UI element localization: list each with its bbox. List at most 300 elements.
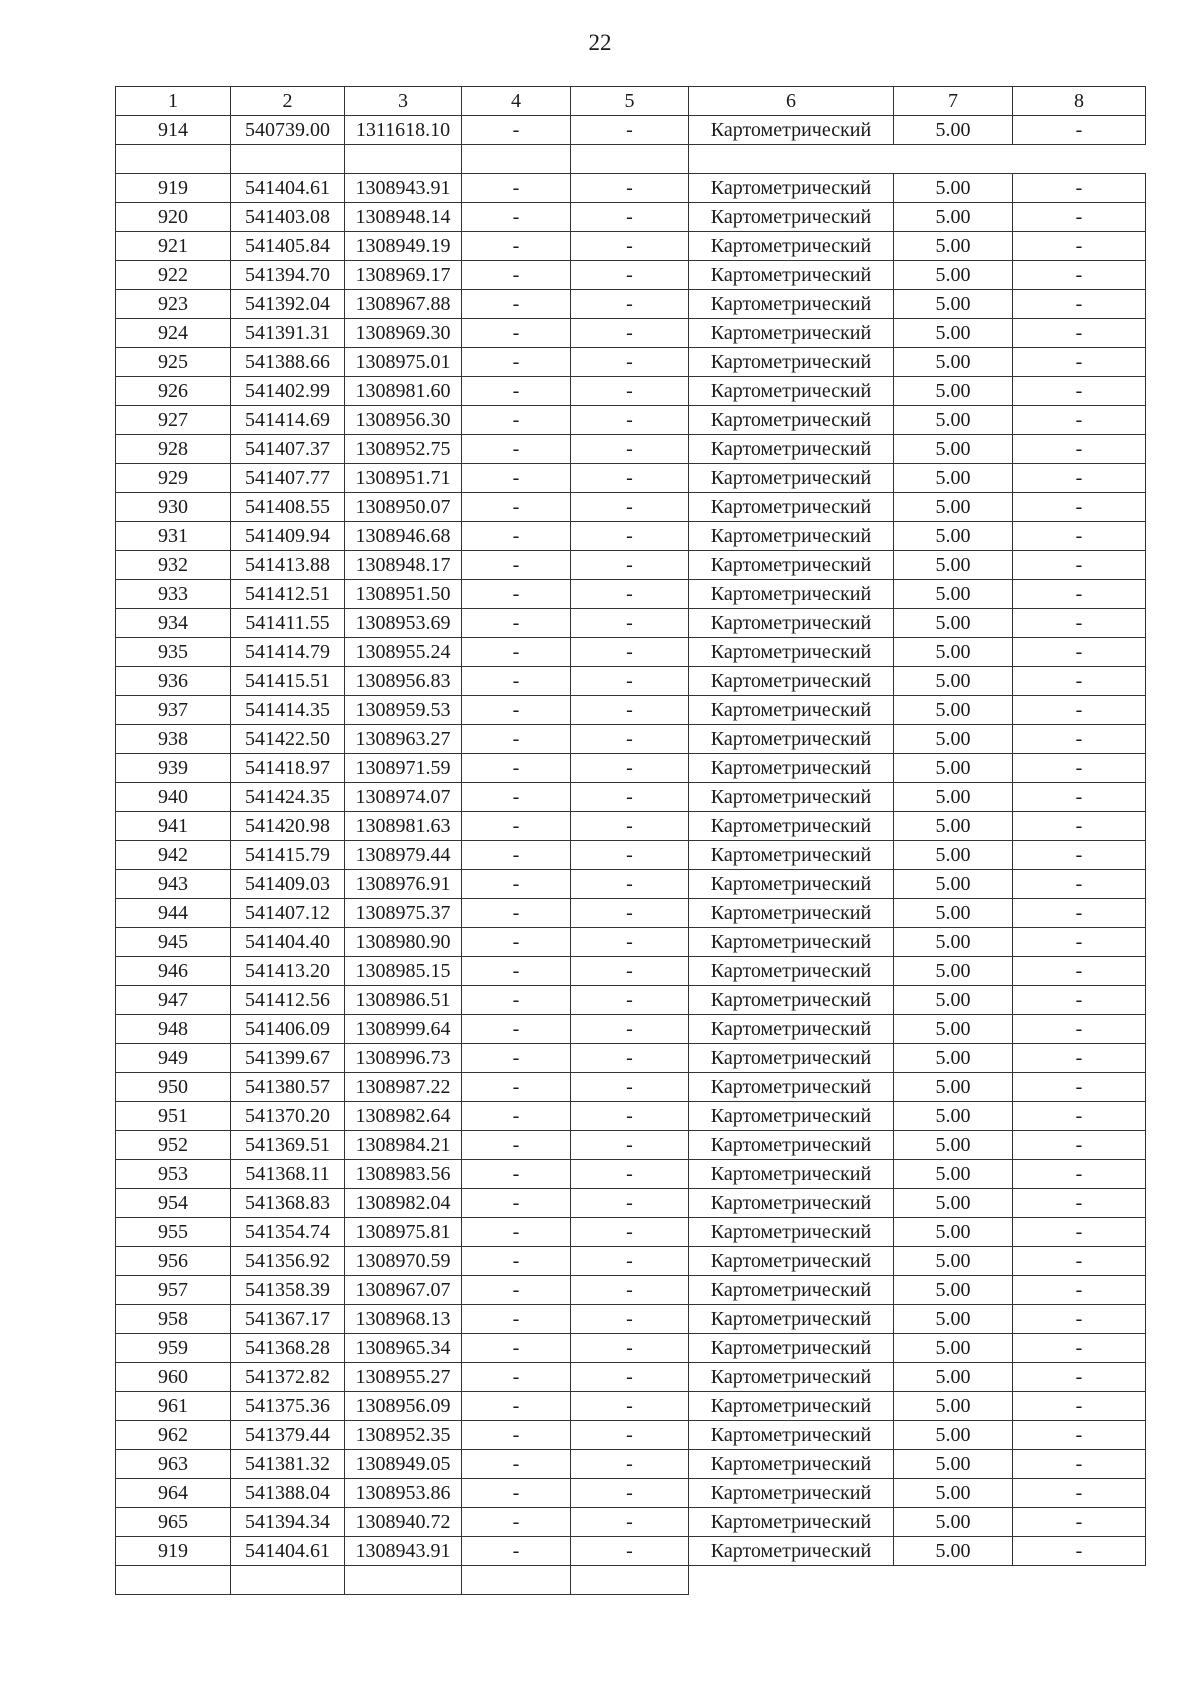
table-row — [115, 782, 1145, 812]
method-cell: Картометрический — [688, 1478, 894, 1508]
table-row — [115, 579, 1145, 609]
column-4-cell: - — [461, 811, 571, 841]
y-coordinate-cell: 1308967.88 — [344, 289, 462, 319]
point-number-cell: 954 — [115, 1188, 231, 1218]
y-coordinate-cell: 1308996.73 — [344, 1043, 462, 1073]
column-4-cell: - — [461, 1391, 571, 1421]
method-cell: Картометрический — [688, 956, 894, 986]
method-cell: Картометрический — [688, 1130, 894, 1160]
x-coordinate-cell: 541380.57 — [230, 1072, 345, 1102]
accuracy-cell: 5.00 — [893, 1014, 1013, 1044]
method-cell: Картометрический — [688, 1536, 894, 1566]
column-5-cell: - — [570, 1188, 689, 1218]
column-4-cell: - — [461, 405, 571, 435]
method-cell: Картометрический — [688, 666, 894, 696]
point-number-cell: 920 — [115, 202, 231, 232]
column-5-cell: - — [570, 1391, 689, 1421]
column-5-cell: - — [570, 579, 689, 609]
x-coordinate-cell: 541414.79 — [230, 637, 345, 667]
table-row — [115, 1072, 1145, 1102]
accuracy-cell: 5.00 — [893, 956, 1013, 986]
table-row — [115, 840, 1145, 870]
column-5-cell: - — [570, 1246, 689, 1276]
accuracy-cell: 5.00 — [893, 1362, 1013, 1392]
x-coordinate-cell: 541392.04 — [230, 289, 345, 319]
accuracy-cell: 5.00 — [893, 289, 1013, 319]
accuracy-cell: 5.00 — [893, 1072, 1013, 1102]
x-coordinate-cell: 541418.97 — [230, 753, 345, 783]
column-8-cell: - — [1012, 695, 1146, 725]
y-coordinate-cell: 1308967.07 — [344, 1275, 462, 1305]
column-5-cell: - — [570, 898, 689, 928]
column-8-cell: - — [1012, 898, 1146, 928]
point-number-cell: 942 — [115, 840, 231, 870]
column-4-cell: - — [461, 753, 571, 783]
column-4-cell: - — [461, 347, 571, 377]
y-coordinate-cell: 1308952.75 — [344, 434, 462, 464]
method-cell: Картометрический — [688, 1014, 894, 1044]
y-coordinate-cell: 1308981.60 — [344, 376, 462, 406]
column-4-cell: - — [461, 463, 571, 493]
accuracy-cell: 5.00 — [893, 753, 1013, 783]
table-row — [115, 898, 1145, 928]
x-coordinate-cell: 540739.00 — [230, 115, 345, 145]
empty-trailing-row — [115, 1565, 688, 1595]
column-5-cell: - — [570, 724, 689, 754]
method-cell: Картометрический — [688, 318, 894, 348]
column-5-cell: - — [570, 1217, 689, 1247]
x-coordinate-cell: 541358.39 — [230, 1275, 345, 1305]
column-5-cell: - — [570, 753, 689, 783]
accuracy-cell: 5.00 — [893, 1101, 1013, 1131]
accuracy-cell: 5.00 — [893, 608, 1013, 638]
column-5-cell: - — [570, 1072, 689, 1102]
table-row — [115, 724, 1145, 754]
column-8-cell: - — [1012, 115, 1146, 145]
point-number-cell: 927 — [115, 405, 231, 435]
method-cell: Картометрический — [688, 550, 894, 580]
table-row — [115, 1362, 1145, 1392]
accuracy-cell: 5.00 — [893, 492, 1013, 522]
empty-cell — [344, 144, 462, 174]
accuracy-cell: 5.00 — [893, 1536, 1013, 1566]
accuracy-cell: 5.00 — [893, 811, 1013, 841]
accuracy-cell: 5.00 — [893, 695, 1013, 725]
method-cell: Картометрический — [688, 202, 894, 232]
column-4-cell: - — [461, 202, 571, 232]
table-row — [115, 608, 1145, 638]
column-5-cell: - — [570, 637, 689, 667]
point-number-cell: 932 — [115, 550, 231, 580]
column-5-cell: - — [570, 1362, 689, 1392]
method-cell: Картометрический — [688, 869, 894, 899]
point-number-cell: 933 — [115, 579, 231, 609]
accuracy-cell: 5.00 — [893, 898, 1013, 928]
point-number-cell: 914 — [115, 115, 231, 145]
header-cell: 7 — [893, 86, 1013, 116]
method-cell: Картометрический — [688, 1217, 894, 1247]
method-cell: Картометрический — [688, 1449, 894, 1479]
header-cell: 6 — [688, 86, 894, 116]
y-coordinate-cell: 1308987.22 — [344, 1072, 462, 1102]
column-8-cell: - — [1012, 1420, 1146, 1450]
method-cell: Картометрический — [688, 1101, 894, 1131]
header-cell: 4 — [461, 86, 571, 116]
column-8-cell: - — [1012, 289, 1146, 319]
point-number-cell: 951 — [115, 1101, 231, 1131]
method-cell: Картометрический — [688, 898, 894, 928]
column-5-cell: - — [570, 550, 689, 580]
column-5-cell: - — [570, 811, 689, 841]
y-coordinate-cell: 1308956.83 — [344, 666, 462, 696]
column-8-cell: - — [1012, 1159, 1146, 1189]
accuracy-cell: 5.00 — [893, 1420, 1013, 1450]
method-cell: Картометрический — [688, 115, 894, 145]
column-5-cell: - — [570, 1449, 689, 1479]
accuracy-cell: 5.00 — [893, 347, 1013, 377]
x-coordinate-cell: 541375.36 — [230, 1391, 345, 1421]
table-row — [115, 1159, 1145, 1189]
y-coordinate-cell: 1308986.51 — [344, 985, 462, 1015]
column-8-cell: - — [1012, 347, 1146, 377]
column-8-cell: - — [1012, 1246, 1146, 1276]
method-cell: Картометрический — [688, 695, 894, 725]
point-number-cell: 924 — [115, 318, 231, 348]
point-number-cell: 922 — [115, 260, 231, 290]
column-8-cell: - — [1012, 927, 1146, 957]
column-4-cell: - — [461, 1507, 571, 1537]
accuracy-cell: 5.00 — [893, 434, 1013, 464]
table-row — [115, 173, 1145, 203]
x-coordinate-cell: 541409.94 — [230, 521, 345, 551]
point-number-cell: 925 — [115, 347, 231, 377]
method-cell: Картометрический — [688, 579, 894, 609]
table-row — [115, 637, 1145, 667]
column-8-cell: - — [1012, 840, 1146, 870]
accuracy-cell: 5.00 — [893, 550, 1013, 580]
column-5-cell: - — [570, 463, 689, 493]
table-row — [115, 695, 1145, 725]
table-header-row — [115, 86, 1145, 116]
x-coordinate-cell: 541424.35 — [230, 782, 345, 812]
column-4-cell: - — [461, 1420, 571, 1450]
column-5-cell: - — [570, 1043, 689, 1073]
column-4-cell: - — [461, 1246, 571, 1276]
point-number-cell: 937 — [115, 695, 231, 725]
empty-cell — [230, 1565, 345, 1595]
point-number-cell: 919 — [115, 1536, 231, 1566]
column-5-cell: - — [570, 115, 689, 145]
table-row — [115, 1188, 1145, 1218]
point-number-cell: 941 — [115, 811, 231, 841]
y-coordinate-cell: 1308976.91 — [344, 869, 462, 899]
y-coordinate-cell: 1308974.07 — [344, 782, 462, 812]
method-cell: Картометрический — [688, 1072, 894, 1102]
x-coordinate-cell: 541370.20 — [230, 1101, 345, 1131]
method-cell: Картометрический — [688, 376, 894, 406]
column-8-cell: - — [1012, 202, 1146, 232]
column-5-cell: - — [570, 289, 689, 319]
column-8-cell: - — [1012, 1275, 1146, 1305]
table-row — [115, 666, 1145, 696]
x-coordinate-cell: 541394.70 — [230, 260, 345, 290]
column-4-cell: - — [461, 782, 571, 812]
column-4-cell: - — [461, 231, 571, 261]
method-cell: Картометрический — [688, 782, 894, 812]
column-8-cell: - — [1012, 753, 1146, 783]
column-8-cell: - — [1012, 782, 1146, 812]
point-number-cell: 931 — [115, 521, 231, 551]
x-coordinate-cell: 541420.98 — [230, 811, 345, 841]
method-cell: Картометрический — [688, 1333, 894, 1363]
header-cell: 3 — [344, 86, 462, 116]
method-cell: Картометрический — [688, 608, 894, 638]
x-coordinate-cell: 541414.69 — [230, 405, 345, 435]
point-number-cell: 947 — [115, 985, 231, 1015]
accuracy-cell: 5.00 — [893, 1333, 1013, 1363]
accuracy-cell: 5.00 — [893, 318, 1013, 348]
accuracy-cell: 5.00 — [893, 1246, 1013, 1276]
table-row — [115, 231, 1145, 261]
y-coordinate-cell: 1308948.17 — [344, 550, 462, 580]
column-8-cell: - — [1012, 1478, 1146, 1508]
point-number-cell: 955 — [115, 1217, 231, 1247]
table-row — [115, 115, 1145, 145]
x-coordinate-cell: 541411.55 — [230, 608, 345, 638]
table-row — [115, 550, 1145, 580]
accuracy-cell: 5.00 — [893, 1043, 1013, 1073]
y-coordinate-cell: 1308975.81 — [344, 1217, 462, 1247]
x-coordinate-cell: 541404.61 — [230, 173, 345, 203]
table-row — [115, 811, 1145, 841]
column-8-cell: - — [1012, 1101, 1146, 1131]
column-4-cell: - — [461, 608, 571, 638]
x-coordinate-cell: 541391.31 — [230, 318, 345, 348]
column-5-cell: - — [570, 260, 689, 290]
accuracy-cell: 5.00 — [893, 463, 1013, 493]
y-coordinate-cell: 1308948.14 — [344, 202, 462, 232]
accuracy-cell: 5.00 — [893, 927, 1013, 957]
column-4-cell: - — [461, 1478, 571, 1508]
x-coordinate-cell: 541369.51 — [230, 1130, 345, 1160]
y-coordinate-cell: 1308971.59 — [344, 753, 462, 783]
column-8-cell: - — [1012, 173, 1146, 203]
table-row — [115, 1420, 1145, 1450]
point-number-cell: 944 — [115, 898, 231, 928]
column-8-cell: - — [1012, 1449, 1146, 1479]
table-row — [115, 347, 1145, 377]
table-row — [115, 985, 1145, 1015]
point-number-cell: 943 — [115, 869, 231, 899]
point-number-cell: 940 — [115, 782, 231, 812]
column-5-cell: - — [570, 985, 689, 1015]
point-number-cell: 938 — [115, 724, 231, 754]
column-4-cell: - — [461, 289, 571, 319]
y-coordinate-cell: 1308975.37 — [344, 898, 462, 928]
column-8-cell: - — [1012, 550, 1146, 580]
accuracy-cell: 5.00 — [893, 202, 1013, 232]
column-4-cell: - — [461, 840, 571, 870]
empty-cell — [461, 144, 571, 174]
column-4-cell: - — [461, 579, 571, 609]
table-row — [115, 869, 1145, 899]
column-5-cell: - — [570, 782, 689, 812]
table-row — [115, 318, 1145, 348]
x-coordinate-cell: 541407.77 — [230, 463, 345, 493]
table-row — [115, 1304, 1145, 1334]
point-number-cell: 923 — [115, 289, 231, 319]
column-4-cell: - — [461, 666, 571, 696]
column-5-cell: - — [570, 1478, 689, 1508]
y-coordinate-cell: 1308970.59 — [344, 1246, 462, 1276]
x-coordinate-cell: 541414.35 — [230, 695, 345, 725]
empty-cell — [570, 1565, 689, 1595]
method-cell: Картометрический — [688, 1246, 894, 1276]
page-number: 22 — [588, 30, 612, 55]
column-4-cell: - — [461, 260, 571, 290]
y-coordinate-cell: 1308969.30 — [344, 318, 462, 348]
method-cell: Картометрический — [688, 1420, 894, 1450]
column-5-cell: - — [570, 1130, 689, 1160]
table-row — [115, 1101, 1145, 1131]
x-coordinate-cell: 541354.74 — [230, 1217, 345, 1247]
column-4-cell: - — [461, 1072, 571, 1102]
column-8-cell: - — [1012, 1188, 1146, 1218]
method-cell: Картометрический — [688, 173, 894, 203]
header-cell: 5 — [570, 86, 689, 116]
x-coordinate-cell: 541404.61 — [230, 1536, 345, 1566]
accuracy-cell: 5.00 — [893, 231, 1013, 261]
accuracy-cell: 5.00 — [893, 869, 1013, 899]
accuracy-cell: 5.00 — [893, 405, 1013, 435]
method-cell: Картометрический — [688, 1275, 894, 1305]
method-cell: Картометрический — [688, 260, 894, 290]
column-5-cell: - — [570, 376, 689, 406]
point-number-cell: 919 — [115, 173, 231, 203]
point-number-cell: 962 — [115, 1420, 231, 1450]
x-coordinate-cell: 541412.56 — [230, 985, 345, 1015]
column-5-cell: - — [570, 1101, 689, 1131]
column-8-cell: - — [1012, 811, 1146, 841]
accuracy-cell: 5.00 — [893, 115, 1013, 145]
table-row — [115, 1130, 1145, 1160]
column-4-cell: - — [461, 434, 571, 464]
column-5-cell: - — [570, 927, 689, 957]
point-number-cell: 945 — [115, 927, 231, 957]
column-4-cell: - — [461, 492, 571, 522]
header-cell: 1 — [115, 86, 231, 116]
table-row — [115, 1478, 1145, 1508]
column-4-cell: - — [461, 1333, 571, 1363]
point-number-cell: 961 — [115, 1391, 231, 1421]
y-coordinate-cell: 1308940.72 — [344, 1507, 462, 1537]
table-row — [115, 289, 1145, 319]
column-4-cell: - — [461, 1101, 571, 1131]
accuracy-cell: 5.00 — [893, 376, 1013, 406]
table-row — [115, 405, 1145, 435]
method-cell: Картометрический — [688, 463, 894, 493]
column-8-cell: - — [1012, 260, 1146, 290]
x-coordinate-cell: 541408.55 — [230, 492, 345, 522]
accuracy-cell: 5.00 — [893, 579, 1013, 609]
column-5-cell: - — [570, 869, 689, 899]
y-coordinate-cell: 1308979.44 — [344, 840, 462, 870]
point-number-cell: 936 — [115, 666, 231, 696]
x-coordinate-cell: 541422.50 — [230, 724, 345, 754]
method-cell: Картометрический — [688, 1391, 894, 1421]
column-8-cell: - — [1012, 1217, 1146, 1247]
y-coordinate-cell: 1308946.68 — [344, 521, 462, 551]
point-number-cell: 939 — [115, 753, 231, 783]
column-8-cell: - — [1012, 1130, 1146, 1160]
accuracy-cell: 5.00 — [893, 1304, 1013, 1334]
y-coordinate-cell: 1308980.90 — [344, 927, 462, 957]
accuracy-cell: 5.00 — [893, 1275, 1013, 1305]
y-coordinate-cell: 1308983.56 — [344, 1159, 462, 1189]
x-coordinate-cell: 541405.84 — [230, 231, 345, 261]
point-number-cell: 964 — [115, 1478, 231, 1508]
column-8-cell: - — [1012, 579, 1146, 609]
point-number-cell: 930 — [115, 492, 231, 522]
column-5-cell: - — [570, 1333, 689, 1363]
table-row — [115, 1043, 1145, 1073]
column-8-cell: - — [1012, 985, 1146, 1015]
accuracy-cell: 5.00 — [893, 1217, 1013, 1247]
column-8-cell: - — [1012, 1536, 1146, 1566]
method-cell: Картометрический — [688, 985, 894, 1015]
y-coordinate-cell: 1308950.07 — [344, 492, 462, 522]
header-cell: 8 — [1012, 86, 1146, 116]
column-4-cell: - — [461, 985, 571, 1015]
point-number-cell: 929 — [115, 463, 231, 493]
column-4-cell: - — [461, 1304, 571, 1334]
table-row — [115, 434, 1145, 464]
column-8-cell: - — [1012, 434, 1146, 464]
table-row — [115, 1536, 1145, 1566]
column-8-cell: - — [1012, 637, 1146, 667]
column-8-cell: - — [1012, 1014, 1146, 1044]
column-4-cell: - — [461, 898, 571, 928]
method-cell: Картометрический — [688, 434, 894, 464]
column-8-cell: - — [1012, 405, 1146, 435]
y-coordinate-cell: 1308949.05 — [344, 1449, 462, 1479]
empty-separator-row — [115, 144, 688, 174]
column-5-cell: - — [570, 1536, 689, 1566]
point-number-cell: 949 — [115, 1043, 231, 1073]
column-5-cell: - — [570, 608, 689, 638]
column-8-cell: - — [1012, 608, 1146, 638]
point-number-cell: 965 — [115, 1507, 231, 1537]
point-number-cell: 959 — [115, 1333, 231, 1363]
x-coordinate-cell: 541388.66 — [230, 347, 345, 377]
point-number-cell: 934 — [115, 608, 231, 638]
column-5-cell: - — [570, 173, 689, 203]
column-5-cell: - — [570, 405, 689, 435]
table-row — [115, 492, 1145, 522]
column-4-cell: - — [461, 1275, 571, 1305]
accuracy-cell: 5.00 — [893, 173, 1013, 203]
y-coordinate-cell: 1308985.15 — [344, 956, 462, 986]
column-8-cell: - — [1012, 1362, 1146, 1392]
y-coordinate-cell: 1308953.69 — [344, 608, 462, 638]
empty-cell — [461, 1565, 571, 1595]
x-coordinate-cell: 541412.51 — [230, 579, 345, 609]
y-coordinate-cell: 1308949.19 — [344, 231, 462, 261]
x-coordinate-cell: 541372.82 — [230, 1362, 345, 1392]
method-cell: Картометрический — [688, 753, 894, 783]
column-4-cell: - — [461, 318, 571, 348]
method-cell: Картометрический — [688, 521, 894, 551]
